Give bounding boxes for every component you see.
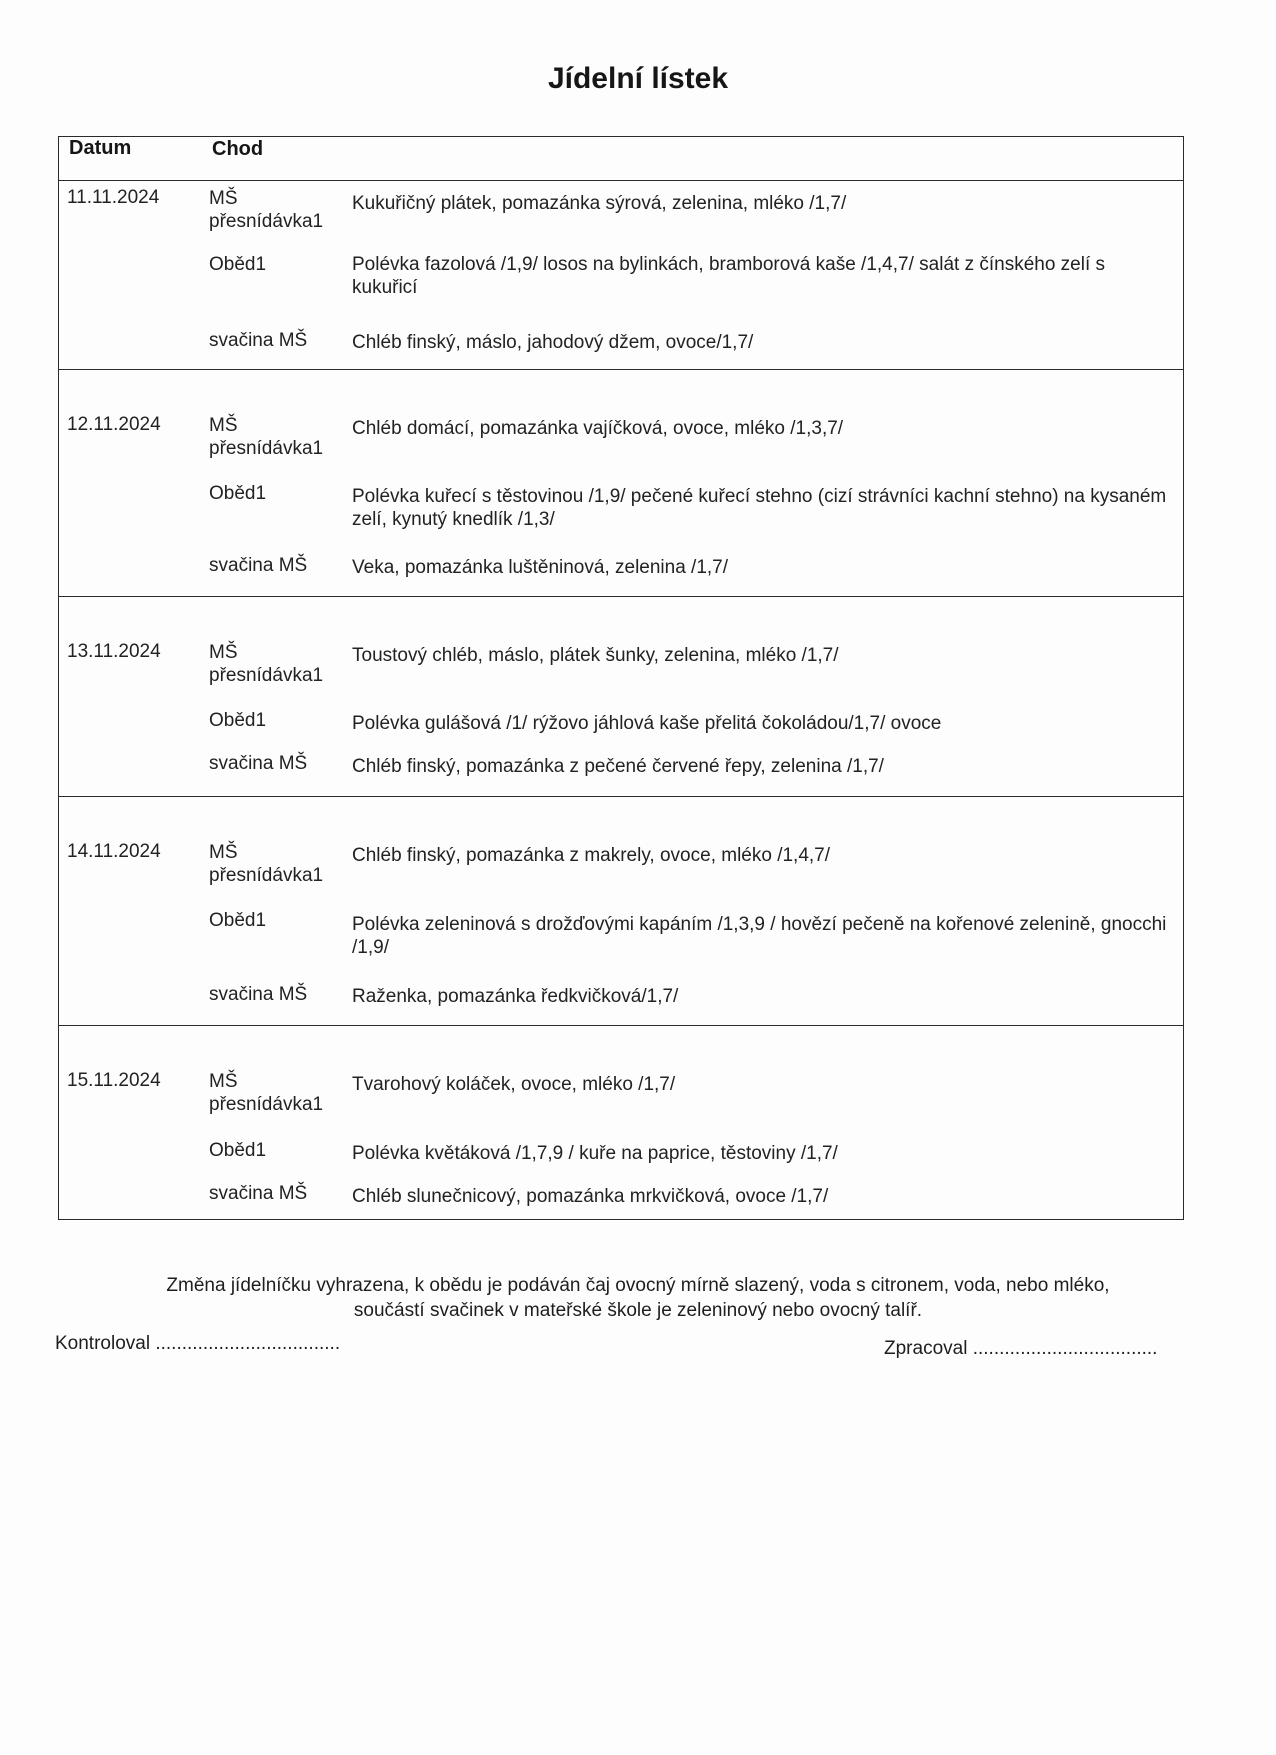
day-block bbox=[59, 797, 1183, 1026]
course-name: MŠ přesnídávka1 bbox=[209, 842, 324, 886]
day-block bbox=[59, 370, 1183, 597]
course-dish: Veka, pomazánka luštěninová, zelenina /1,7/ bbox=[352, 557, 729, 578]
course-name: Oběd1 bbox=[209, 1140, 267, 1161]
course-name: MŠ přesnídávka1 bbox=[209, 1071, 324, 1115]
day-date: 13.11.2024 bbox=[67, 641, 161, 662]
course-dish: Chléb finský, máslo, jahodový džem, ovoce/1,7/ bbox=[352, 332, 754, 353]
day-block bbox=[59, 181, 1183, 370]
course-name: MŠ přesnídávka1 bbox=[209, 642, 324, 686]
course-name: MŠ přesnídávka1 bbox=[209, 415, 324, 459]
course-name: svačina MŠ bbox=[209, 555, 308, 576]
course-dish: Polévka gulášová /1/ rýžovo jáhlová kaše přelitá čokoládou/1,7/ ovoce bbox=[352, 713, 942, 734]
course-name: svačina MŠ bbox=[209, 984, 308, 1005]
course-name: svačina MŠ bbox=[209, 330, 308, 351]
course-name: Oběd1 bbox=[209, 254, 267, 275]
footer-note-line1: Změna jídelníčku vyhrazena, k obědu je podáván čaj ovocný mírně slazený, voda s citronem, voda, nebo mléko, bbox=[166, 1275, 1110, 1296]
course-dish: Tvarohový koláček, ovoce, mléko /1,7/ bbox=[352, 1074, 676, 1095]
course-dish: Polévka kuřecí s těstovinou /1,9/ pečené kuřecí stehno (cizí strávníci kachní stehno) na kysaném zelí, kynutý knedlík /1,3/ bbox=[352, 486, 1167, 530]
prepared-by-signature-line: Zpracoval ................................... bbox=[884, 1338, 1158, 1359]
page-title: Jídelní lístek bbox=[547, 62, 729, 95]
day-block bbox=[59, 597, 1183, 797]
course-name: Oběd1 bbox=[209, 710, 267, 731]
course-name: svačina MŠ bbox=[209, 753, 308, 774]
course-dish: Chléb finský, pomazánka z makrely, ovoce, mléko /1,4,7/ bbox=[352, 845, 831, 866]
course-name: MŠ přesnídávka1 bbox=[209, 188, 324, 232]
course-dish: Toustový chléb, máslo, plátek šunky, zelenina, mléko /1,7/ bbox=[352, 645, 839, 666]
footer-note bbox=[0, 1273, 1276, 1323]
header-course: Chod bbox=[212, 138, 264, 160]
course-dish: Raženka, pomazánka ředkvičková/1,7/ bbox=[352, 986, 679, 1007]
course-dish: Polévka zeleninová s drožďovými kapáním /1,3,9 / hovězí pečeně na kořenové zelenině, gnocchi /1,9/ bbox=[352, 914, 1167, 958]
checked-by-signature-line: Kontroloval ................................... bbox=[55, 1333, 341, 1354]
header-date: Datum bbox=[69, 137, 132, 159]
table-header bbox=[59, 137, 1183, 181]
course-dish: Chléb finský, pomazánka z pečené červené řepy, zelenina /1,7/ bbox=[352, 756, 884, 777]
day-date: 14.11.2024 bbox=[67, 841, 161, 862]
day-block bbox=[59, 1026, 1183, 1221]
course-dish: Chléb slunečnicový, pomazánka mrkvičková, ovoce /1,7/ bbox=[352, 1186, 829, 1207]
course-dish: Polévka fazolová /1,9/ losos na bylinkách, bramborová kaše /1,4,7/ salát z čínského zelí s kukuřicí bbox=[352, 254, 1106, 298]
footer-note-line2: součástí svačinek v mateřské škole je zeleninový nebo ovocný talíř. bbox=[353, 1300, 923, 1321]
day-date: 15.11.2024 bbox=[67, 1070, 161, 1091]
course-dish: Polévka květáková /1,7,9 / kuře na paprice, těstoviny /1,7/ bbox=[352, 1143, 838, 1164]
menu-table bbox=[58, 136, 1184, 1220]
course-name: Oběd1 bbox=[209, 483, 267, 504]
course-dish: Chléb domácí, pomazánka vajíčková, ovoce, mléko /1,3,7/ bbox=[352, 418, 844, 439]
course-name: svačina MŠ bbox=[209, 1183, 308, 1204]
day-date: 11.11.2024 bbox=[67, 187, 160, 208]
day-date: 12.11.2024 bbox=[67, 414, 161, 435]
course-name: Oběd1 bbox=[209, 910, 267, 931]
course-dish: Kukuřičný plátek, pomazánka sýrová, zelenina, mléko /1,7/ bbox=[352, 193, 847, 214]
